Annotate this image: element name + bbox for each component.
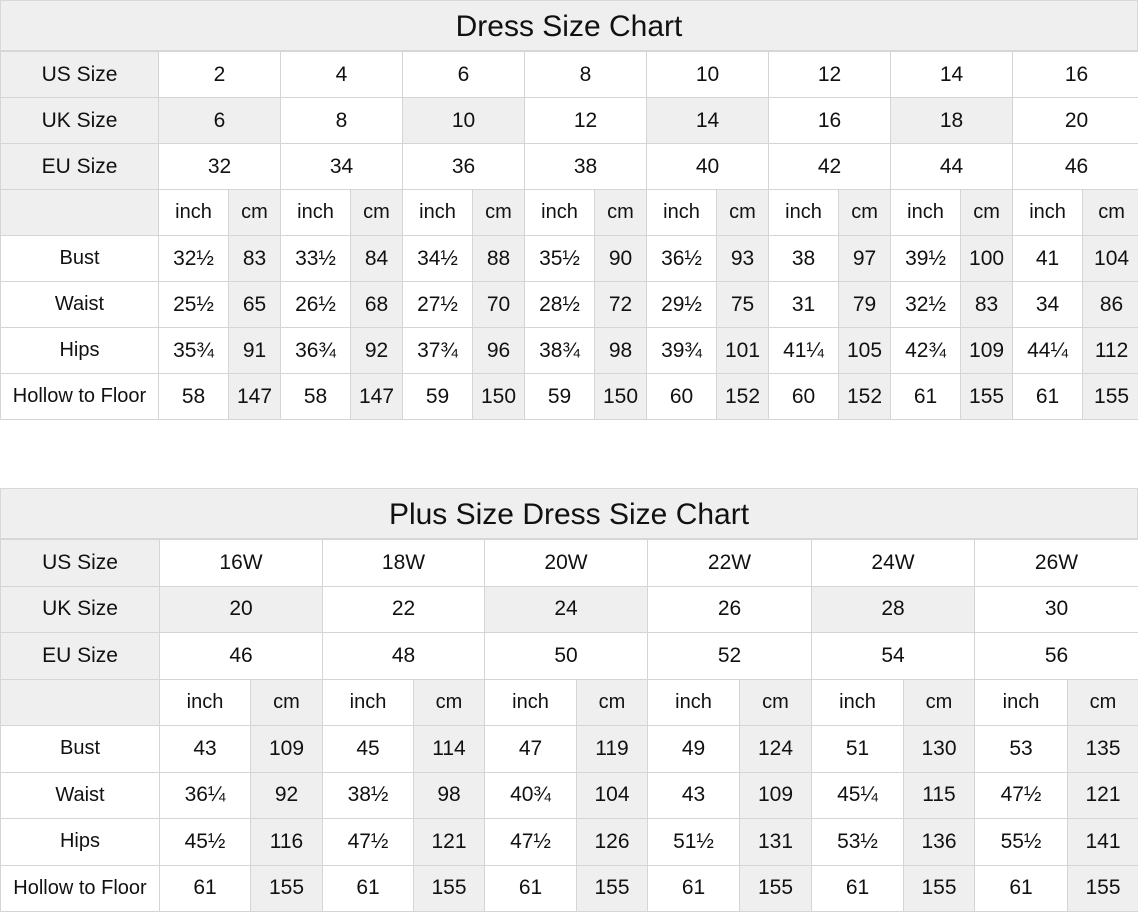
row-label: UK Size: [1, 586, 160, 633]
unit-row: [1, 679, 1138, 726]
hollow-to-floor-row: [1, 865, 1138, 912]
inch-value: 45¼: [812, 772, 904, 819]
cm-value: 72: [595, 282, 647, 328]
uk-size-cell: 30: [975, 586, 1138, 633]
inch-value: 44¼: [1013, 328, 1083, 374]
unit-inch-label: inch: [485, 679, 577, 726]
eu-size-row: [1, 144, 1138, 190]
uk-size-cell: 26: [648, 586, 812, 633]
row-label-empty: [1, 679, 160, 726]
us-size-cell: 2: [159, 52, 281, 98]
cm-value: 147: [351, 374, 403, 420]
cm-value: 119: [577, 726, 648, 773]
cm-value: 155: [904, 865, 975, 912]
us-size-cell: 8: [525, 52, 647, 98]
inch-value: 47½: [485, 819, 577, 866]
inch-value: 29½: [647, 282, 717, 328]
inch-value: 43: [648, 772, 740, 819]
cm-value: 109: [961, 328, 1013, 374]
plus-size-dress-size-chart: [0, 488, 1138, 912]
cm-value: 152: [839, 374, 891, 420]
row-label: Waist: [1, 772, 160, 819]
us-size-row: [1, 52, 1138, 98]
uk-size-cell: 18: [891, 98, 1013, 144]
unit-cm-label: cm: [1068, 679, 1138, 726]
cm-value: 104: [577, 772, 648, 819]
unit-inch-label: inch: [403, 190, 473, 236]
cm-value: 136: [904, 819, 975, 866]
cm-value: 116: [251, 819, 323, 866]
inch-value: 60: [647, 374, 717, 420]
inch-value: 31: [769, 282, 839, 328]
cm-value: 155: [251, 865, 323, 912]
eu-size-cell: 50: [485, 633, 648, 680]
inch-value: 51: [812, 726, 904, 773]
cm-value: 105: [839, 328, 891, 374]
cm-value: 124: [740, 726, 812, 773]
unit-inch-label: inch: [648, 679, 740, 726]
unit-cm-label: cm: [229, 190, 281, 236]
unit-cm-label: cm: [473, 190, 525, 236]
cm-value: 104: [1083, 236, 1138, 282]
inch-value: 58: [281, 374, 351, 420]
unit-inch-label: inch: [975, 679, 1068, 726]
eu-size-cell: 52: [648, 633, 812, 680]
waist-row: [1, 772, 1138, 819]
row-label: UK Size: [1, 98, 159, 144]
unit-row: [1, 190, 1138, 236]
unit-inch-label: inch: [891, 190, 961, 236]
bust-row: [1, 726, 1138, 773]
eu-size-row: [1, 633, 1138, 680]
unit-inch-label: inch: [647, 190, 717, 236]
inch-value: 61: [160, 865, 251, 912]
cm-value: 155: [1083, 374, 1138, 420]
cm-value: 79: [839, 282, 891, 328]
inch-value: 59: [525, 374, 595, 420]
inch-value: 41¼: [769, 328, 839, 374]
us-size-cell: 24W: [812, 540, 975, 587]
uk-size-cell: 10: [403, 98, 525, 144]
uk-size-cell: 20: [160, 586, 323, 633]
inch-value: 35½: [525, 236, 595, 282]
cm-value: 90: [595, 236, 647, 282]
row-label: Bust: [1, 726, 160, 773]
cm-value: 155: [1068, 865, 1138, 912]
unit-inch-label: inch: [160, 679, 251, 726]
inch-value: 53½: [812, 819, 904, 866]
cm-value: 121: [414, 819, 485, 866]
inch-value: 38¾: [525, 328, 595, 374]
cm-value: 150: [595, 374, 647, 420]
size-table: [0, 539, 1138, 912]
uk-size-cell: 8: [281, 98, 403, 144]
uk-size-row: [1, 98, 1138, 144]
uk-size-cell: 28: [812, 586, 975, 633]
row-label: Hips: [1, 819, 160, 866]
eu-size-cell: 44: [891, 144, 1013, 190]
uk-size-cell: 22: [323, 586, 485, 633]
cm-value: 68: [351, 282, 403, 328]
eu-size-cell: 48: [323, 633, 485, 680]
eu-size-cell: 34: [281, 144, 403, 190]
inch-value: 37¾: [403, 328, 473, 374]
inch-value: 61: [1013, 374, 1083, 420]
unit-cm-label: cm: [961, 190, 1013, 236]
row-label: EU Size: [1, 144, 159, 190]
inch-value: 61: [975, 865, 1068, 912]
inch-value: 51½: [648, 819, 740, 866]
inch-value: 61: [891, 374, 961, 420]
cm-value: 98: [414, 772, 485, 819]
cm-value: 152: [717, 374, 769, 420]
inch-value: 58: [159, 374, 229, 420]
cm-value: 75: [717, 282, 769, 328]
unit-inch-label: inch: [1013, 190, 1083, 236]
cm-value: 97: [839, 236, 891, 282]
cm-value: 83: [961, 282, 1013, 328]
cm-value: 115: [904, 772, 975, 819]
unit-cm-label: cm: [251, 679, 323, 726]
inch-value: 27½: [403, 282, 473, 328]
inch-value: 47½: [975, 772, 1068, 819]
cm-value: 83: [229, 236, 281, 282]
inch-value: 26½: [281, 282, 351, 328]
inch-value: 34: [1013, 282, 1083, 328]
cm-value: 93: [717, 236, 769, 282]
unit-cm-label: cm: [595, 190, 647, 236]
cm-value: 126: [577, 819, 648, 866]
chart-title: Dress Size Chart: [0, 0, 1138, 51]
row-label: Bust: [1, 236, 159, 282]
inch-value: 33½: [281, 236, 351, 282]
inch-value: 61: [485, 865, 577, 912]
cm-value: 150: [473, 374, 525, 420]
inch-value: 38: [769, 236, 839, 282]
cm-value: 65: [229, 282, 281, 328]
cm-value: 91: [229, 328, 281, 374]
inch-value: 28½: [525, 282, 595, 328]
uk-size-row: [1, 586, 1138, 633]
dress-size-chart: [0, 0, 1138, 420]
row-label: Hips: [1, 328, 159, 374]
eu-size-cell: 38: [525, 144, 647, 190]
inch-value: 61: [323, 865, 414, 912]
uk-size-cell: 20: [1013, 98, 1138, 144]
us-size-cell: 10: [647, 52, 769, 98]
us-size-row: [1, 540, 1138, 587]
us-size-cell: 26W: [975, 540, 1138, 587]
eu-size-cell: 46: [160, 633, 323, 680]
us-size-cell: 4: [281, 52, 403, 98]
cm-value: 130: [904, 726, 975, 773]
uk-size-cell: 24: [485, 586, 648, 633]
cm-value: 109: [251, 726, 323, 773]
us-size-cell: 16: [1013, 52, 1138, 98]
inch-value: 49: [648, 726, 740, 773]
inch-value: 25½: [159, 282, 229, 328]
unit-cm-label: cm: [904, 679, 975, 726]
row-label: Waist: [1, 282, 159, 328]
unit-cm-label: cm: [1083, 190, 1138, 236]
inch-value: 39¾: [647, 328, 717, 374]
cm-value: 155: [961, 374, 1013, 420]
inch-value: 60: [769, 374, 839, 420]
us-size-cell: 12: [769, 52, 891, 98]
bust-row: [1, 236, 1138, 282]
unit-cm-label: cm: [839, 190, 891, 236]
row-label: US Size: [1, 540, 160, 587]
cm-value: 114: [414, 726, 485, 773]
unit-inch-label: inch: [769, 190, 839, 236]
cm-value: 135: [1068, 726, 1138, 773]
inch-value: 32½: [159, 236, 229, 282]
uk-size-cell: 14: [647, 98, 769, 144]
inch-value: 47½: [323, 819, 414, 866]
inch-value: 32½: [891, 282, 961, 328]
inch-value: 55½: [975, 819, 1068, 866]
us-size-cell: 16W: [160, 540, 323, 587]
cm-value: 141: [1068, 819, 1138, 866]
cm-value: 92: [251, 772, 323, 819]
unit-cm-label: cm: [740, 679, 812, 726]
inch-value: 45½: [160, 819, 251, 866]
us-size-cell: 18W: [323, 540, 485, 587]
eu-size-cell: 54: [812, 633, 975, 680]
eu-size-cell: 46: [1013, 144, 1138, 190]
inch-value: 42¾: [891, 328, 961, 374]
inch-value: 59: [403, 374, 473, 420]
inch-value: 36¾: [281, 328, 351, 374]
unit-inch-label: inch: [281, 190, 351, 236]
unit-inch-label: inch: [812, 679, 904, 726]
cm-value: 155: [414, 865, 485, 912]
cm-value: 70: [473, 282, 525, 328]
cm-value: 147: [229, 374, 281, 420]
inch-value: 39½: [891, 236, 961, 282]
unit-cm-label: cm: [414, 679, 485, 726]
row-label: US Size: [1, 52, 159, 98]
row-label: Hollow to Floor: [1, 865, 160, 912]
row-label-empty: [1, 190, 159, 236]
hips-row: [1, 819, 1138, 866]
hollow-to-floor-row: [1, 374, 1138, 420]
unit-inch-label: inch: [323, 679, 414, 726]
cm-value: 155: [577, 865, 648, 912]
unit-cm-label: cm: [577, 679, 648, 726]
inch-value: 61: [812, 865, 904, 912]
size-table: [0, 51, 1138, 420]
cm-value: 155: [740, 865, 812, 912]
cm-value: 100: [961, 236, 1013, 282]
eu-size-cell: 42: [769, 144, 891, 190]
cm-value: 101: [717, 328, 769, 374]
cm-value: 88: [473, 236, 525, 282]
us-size-cell: 22W: [648, 540, 812, 587]
cm-value: 86: [1083, 282, 1138, 328]
cm-value: 84: [351, 236, 403, 282]
cm-value: 96: [473, 328, 525, 374]
inch-value: 36¼: [160, 772, 251, 819]
eu-size-cell: 32: [159, 144, 281, 190]
cm-value: 109: [740, 772, 812, 819]
inch-value: 61: [648, 865, 740, 912]
inch-value: 38½: [323, 772, 414, 819]
eu-size-cell: 56: [975, 633, 1138, 680]
cm-value: 121: [1068, 772, 1138, 819]
unit-cm-label: cm: [351, 190, 403, 236]
inch-value: 47: [485, 726, 577, 773]
inch-value: 45: [323, 726, 414, 773]
unit-inch-label: inch: [525, 190, 595, 236]
inch-value: 34½: [403, 236, 473, 282]
inch-value: 41: [1013, 236, 1083, 282]
inch-value: 35¾: [159, 328, 229, 374]
unit-inch-label: inch: [159, 190, 229, 236]
hips-row: [1, 328, 1138, 374]
row-label: EU Size: [1, 633, 160, 680]
waist-row: [1, 282, 1138, 328]
chart-title: Plus Size Dress Size Chart: [0, 488, 1138, 539]
inch-value: 40¾: [485, 772, 577, 819]
uk-size-cell: 12: [525, 98, 647, 144]
us-size-cell: 20W: [485, 540, 648, 587]
unit-cm-label: cm: [717, 190, 769, 236]
cm-value: 98: [595, 328, 647, 374]
eu-size-cell: 40: [647, 144, 769, 190]
inch-value: 53: [975, 726, 1068, 773]
cm-value: 131: [740, 819, 812, 866]
cm-value: 112: [1083, 328, 1138, 374]
row-label: Hollow to Floor: [1, 374, 159, 420]
inch-value: 36½: [647, 236, 717, 282]
uk-size-cell: 6: [159, 98, 281, 144]
uk-size-cell: 16: [769, 98, 891, 144]
eu-size-cell: 36: [403, 144, 525, 190]
inch-value: 43: [160, 726, 251, 773]
cm-value: 92: [351, 328, 403, 374]
us-size-cell: 14: [891, 52, 1013, 98]
us-size-cell: 6: [403, 52, 525, 98]
